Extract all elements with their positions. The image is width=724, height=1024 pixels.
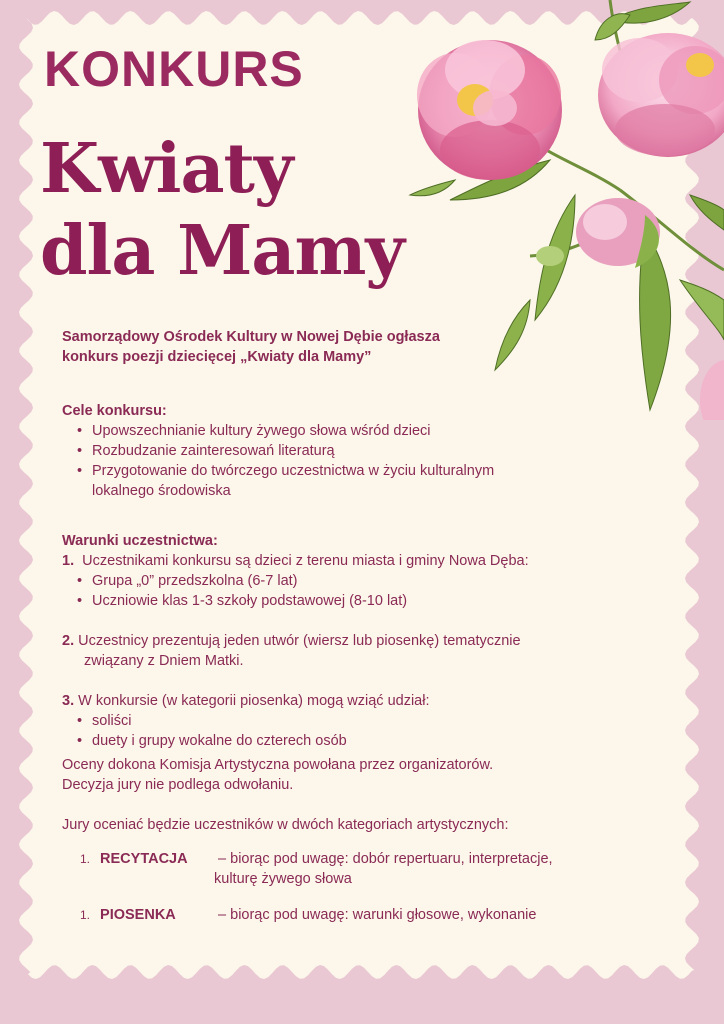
condition-3 (62, 691, 529, 711)
category-name: PIOSENKA (100, 907, 176, 923)
list-item: • Rozbudzanie zainteresowań literaturą (92, 441, 494, 461)
list-item: • duety i grupy wokalne do czterech osób (92, 731, 529, 751)
category-recitation (80, 849, 553, 889)
condition-2-text: Uczestnicy prezentują jeden utwór (wiersz lub piosenkę) tematycznie (78, 633, 521, 649)
condition-2-text-continued: związany z Dniem Matki. (84, 653, 244, 669)
jury-line-3: Jury oceniać będzie uczestników w dwóch kategoriach artystycznych: (62, 817, 509, 833)
condition-2 (62, 631, 529, 651)
category-description: – biorąc pod uwagę: dobór repertuaru, interpretacje, (218, 851, 553, 867)
list-item: • Grupa „0” przedszkolna (6-7 lat) (92, 571, 529, 591)
title-line-1: Kwiaty (40, 129, 293, 209)
condition-1-text: Uczestnikami konkursu są dzieci z terenu miasta i gminy Nowa Dęba: (82, 553, 529, 569)
conditions-section (62, 531, 529, 751)
category-number: 1. (80, 852, 91, 866)
category-description-continued: kulturę żywego słowa (214, 871, 352, 887)
category-description: – biorąc pod uwagę: warunki głosowe, wykonanie (218, 907, 537, 923)
goals-heading: Cele konkursu: (62, 403, 167, 419)
list-item: • Uczniowie klas 1-3 szkoły podstawowej (8-10 lat) (92, 591, 529, 611)
goals-item-continuation: lokalnego środowiska (92, 483, 231, 499)
intro-line-2: konkurs poezji dziecięcej „Kwiaty dla Mamy” (62, 349, 372, 365)
peony-flower (598, 33, 724, 157)
title-line-2: dla Mamy (40, 211, 404, 291)
condition-3-list (62, 711, 529, 751)
goals-list (62, 421, 494, 481)
page-title (40, 128, 404, 292)
condition-1 (62, 551, 529, 571)
condition-3-number: 3. (62, 693, 75, 709)
list-item: • Upowszechnianie kultury żywego słowa wśród dzieci (92, 421, 494, 441)
conditions-heading: Warunki uczestnictwa: (62, 533, 218, 549)
category-song (80, 905, 536, 925)
intro-line-1: Samorządowy Ośrodek Kultury w Nowej Dębie ogłasza (62, 329, 440, 345)
condition-1-list (62, 571, 529, 611)
jury-line-1: Oceny dokona Komisja Artystyczna powołana przez organizatorów. (62, 757, 494, 773)
jury-section (62, 755, 508, 835)
peony-flower (417, 40, 562, 180)
condition-2-number: 2. (62, 633, 75, 649)
jury-line-2: Decyzja jury nie podlega odwołaniu. (62, 777, 294, 793)
list-item: • Przygotowanie do twórczego uczestnictwa w życiu kulturalnym (92, 461, 494, 481)
category-number: 1. (80, 908, 91, 922)
condition-3-text: W konkursie (w kategorii piosenka) mogą wziąć udział: (78, 693, 430, 709)
list-item: • soliści (92, 711, 529, 731)
poster-kicker: KONKURS (44, 41, 304, 97)
peony-illustration (400, 0, 724, 420)
condition-1-number: 1. (62, 553, 75, 569)
peony-flower (700, 360, 724, 420)
category-name: RECYTACJA (100, 851, 188, 867)
